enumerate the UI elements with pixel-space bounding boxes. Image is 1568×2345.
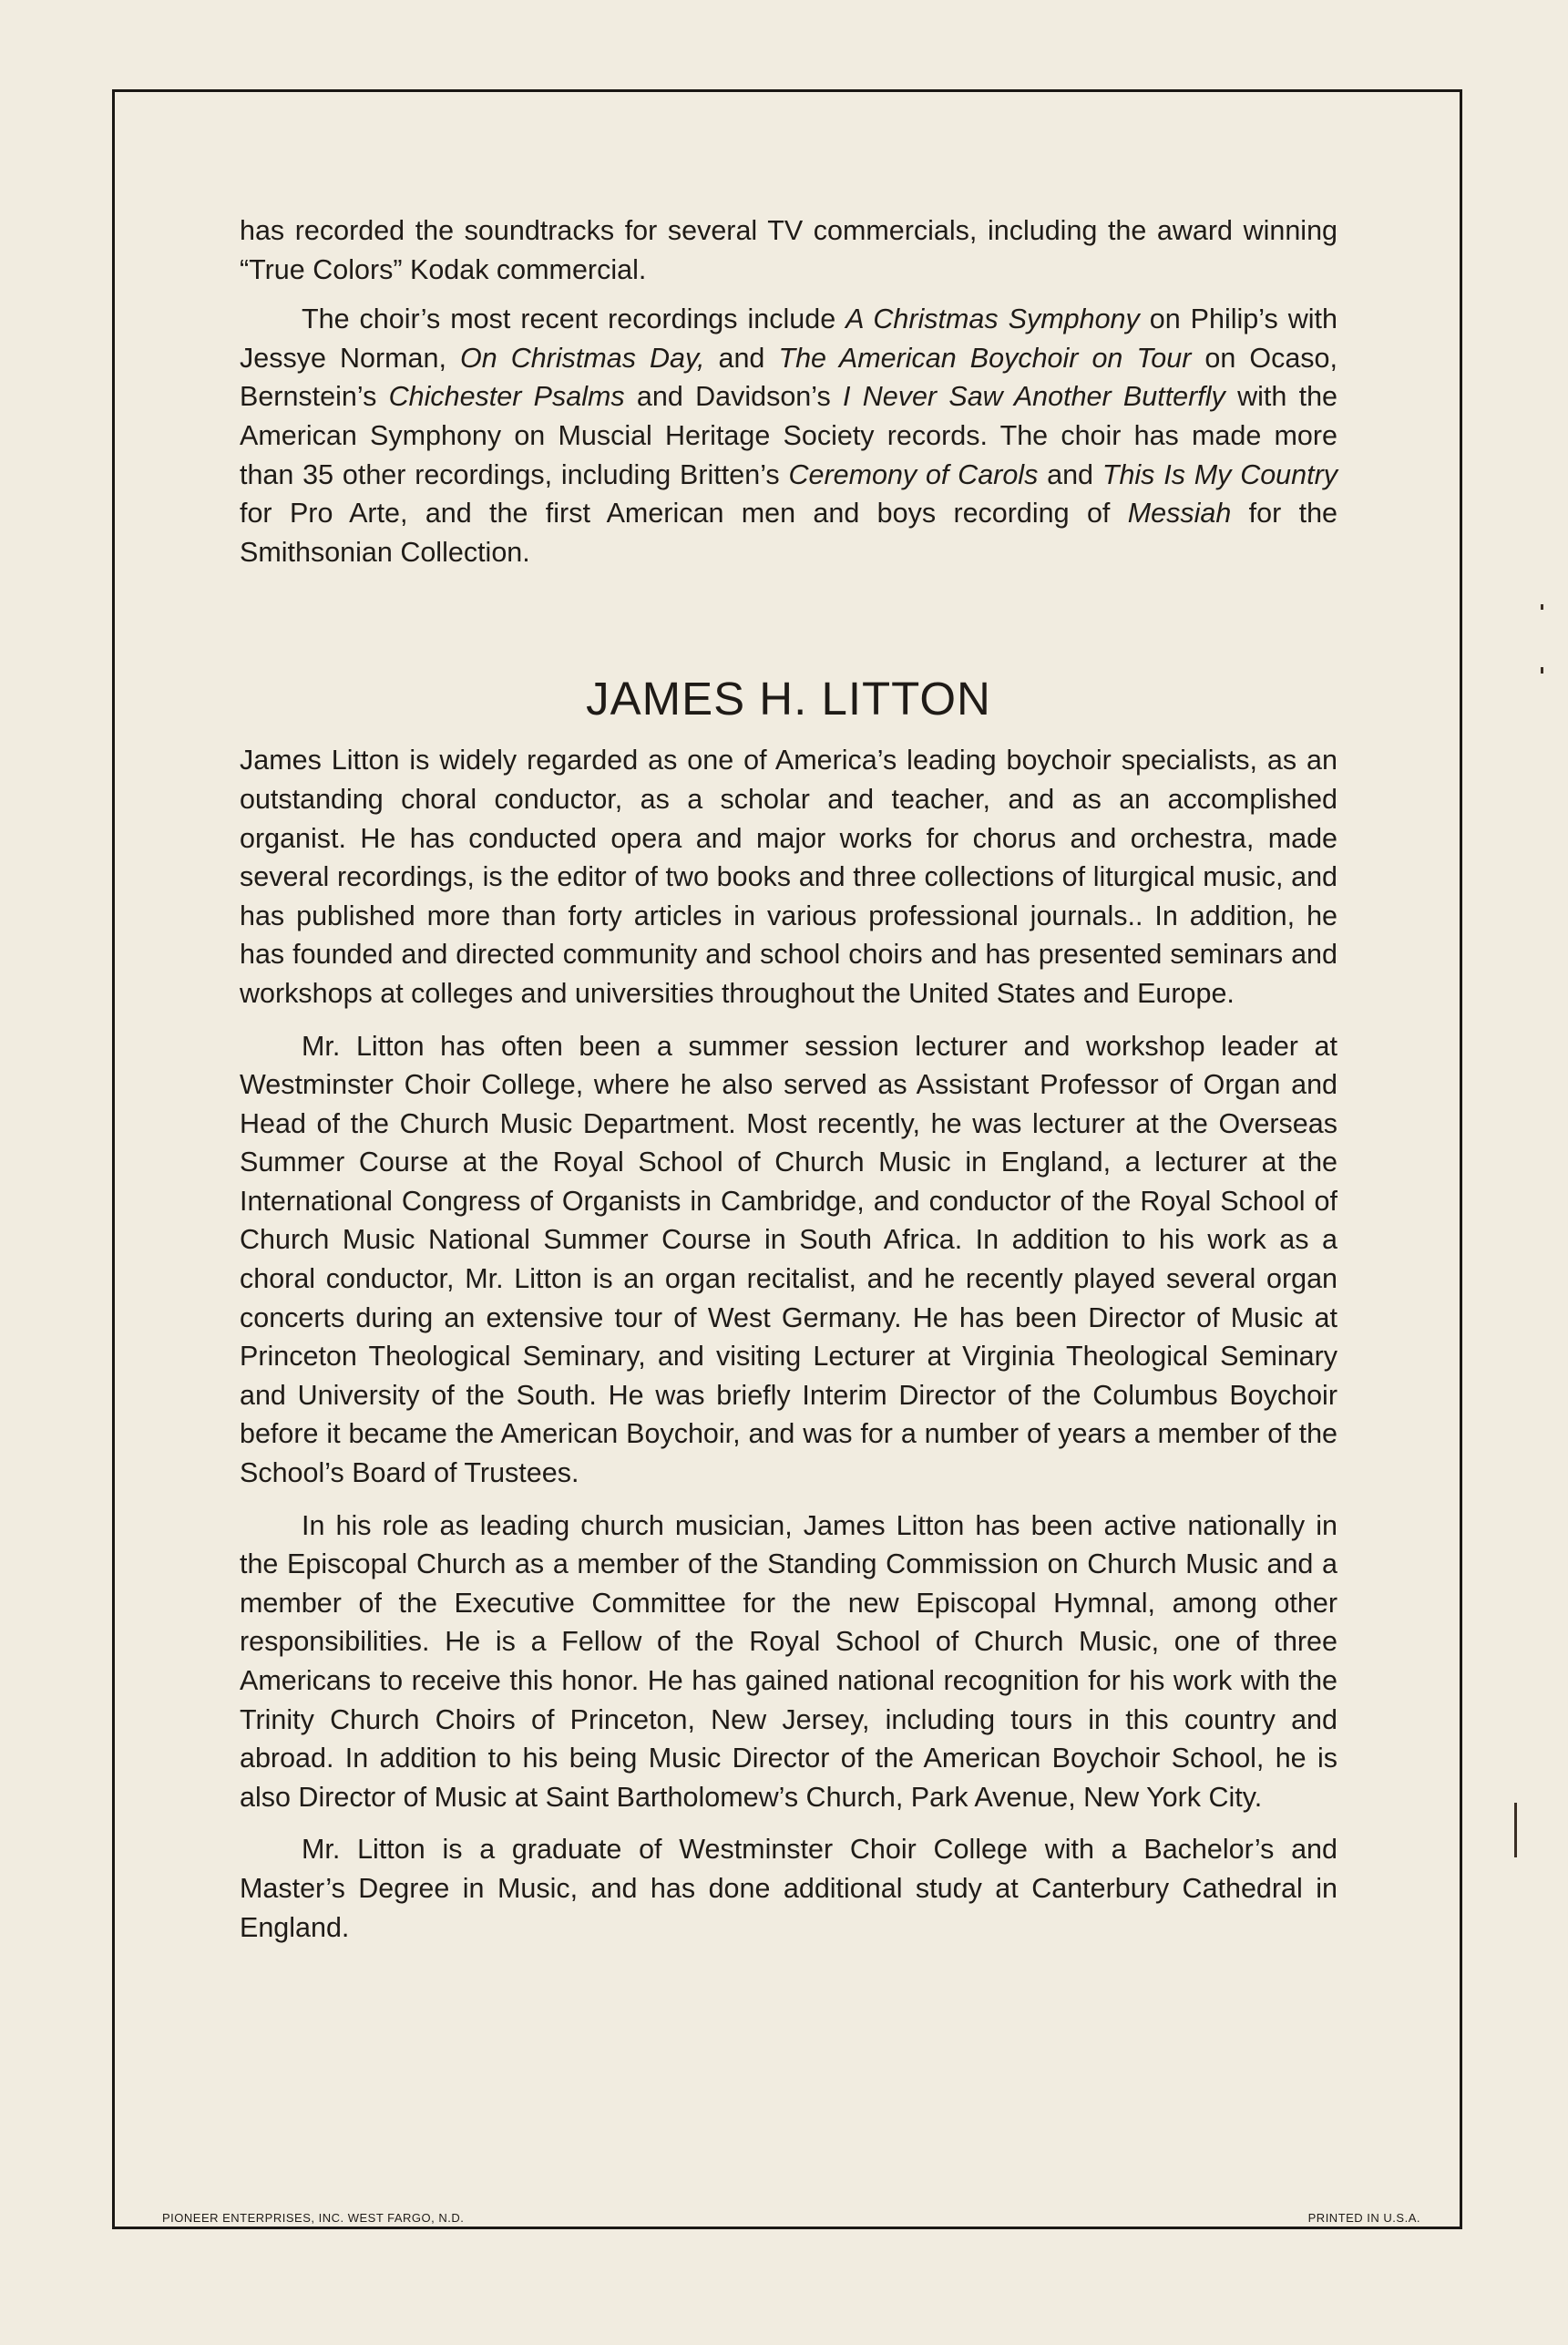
footer-printer: PIONEER ENTERPRISES, INC. WEST FARGO, N.D. — [162, 2211, 465, 2225]
title-messiah: Messiah — [1127, 498, 1232, 530]
margin-mark — [1514, 1803, 1517, 1857]
title-chichester-psalms: Chichester Psalms — [388, 381, 625, 413]
text-run: on Philip’s with Jessye Norman, — [240, 303, 1337, 374]
text-run: on Ocaso, Bernstein’s — [240, 342, 1337, 413]
text-run: and — [704, 342, 779, 374]
paragraph-recordings — [240, 300, 1337, 571]
page-body — [240, 211, 1337, 1947]
title-on-christmas-day: On Christmas Day, — [459, 342, 705, 374]
text-run: and Davidson’s — [624, 381, 843, 413]
paragraph-biography-intro: James Litton is widely regarded as one of America’s leading boychoir specialists, as an outstanding choral conductor, as a scholar and teacher, and as an accomplished organist. He has conducted opera and major works for chorus and orchestra, made several recordings, is the editor of two books and three collections of liturgical music, and has published more than forty articles in various professional journals.. In addition, he has founded and directed community and school choirs and has presented seminars and workshops at colleges and universities throughout the United States and Europe. — [240, 745, 1337, 1009]
paragraph-westminster: Mr. Litton has often been a summer session lecturer and workshop leader at Westminster Choir College, where he also served as Assistant Professor of Organ and Head of the Church Music Department. Most recently, he was lecturer at the Overseas Summer Course at the Royal School of Church Music in England, a lecturer at the International Congress of Organists in Cambridge, and conductor of the Royal School of Church Music National Summer Course in South Africa. In addition to his work as a choral conductor, Mr. Litton is an organ recitalist, and he recently played several organ concerts during an extensive tour of West Germany. He has been Director of Music at Princeton Theological Seminary, and visiting Lecturer at Virginia Theological Seminary and University of the South. He was briefly Interim Director of the Columbus Boychoir before it became the American Boychoir, and was for a number of years a member of the School’s Board of Trustees. — [240, 1030, 1337, 1489]
margin-mark — [1541, 667, 1543, 674]
text-run: The choir’s most recent recordings include — [302, 303, 846, 335]
text-run: and — [1038, 458, 1102, 490]
paragraph-church-musician: In his role as leading church musician, James Litton has been active nationally in the Episcopal Church as a member of the Standing Commission on Church Music and a member of the Executive Committee for the new Episcopal Hymnal, among other responsibilities. He is a Fellow of the Royal School of Church Music, one of three Americans to receive this honor. He has gained national recognition for his work with the Trinity Church Choirs of Princeton, New Jersey, including tours in this country and abroad. In addition to his being Music Director of the American Boychoir School, he is also Director of Music at Saint Bartholomew’s Church, Park Avenue, New York City. — [240, 1509, 1337, 1813]
paragraph-soundtracks: has recorded the soundtracks for several TV commercials, including the award winning “True Colors” Kodak commercial. — [240, 215, 1337, 285]
footer-printed-in: PRINTED IN U.S.A. — [1307, 2211, 1420, 2225]
title-american-boychoir-on-tour: The American Boychoir on Tour — [778, 342, 1192, 374]
title-ceremony-of-carols: Ceremony of Carols — [788, 458, 1039, 490]
text-run: for Pro Arte, and the first American men and boys recording of — [240, 498, 1128, 530]
title-christmas-symphony: A Christmas Symphony — [845, 303, 1140, 335]
title-never-saw-butterfly: I Never Saw Another Butterfly — [842, 381, 1225, 413]
paragraph-education: Mr. Litton is a graduate of Westminster Choir College with a Bachelor’s and Master’s Degree in Music, and has done additional study at Canterbury Cathedral in England. — [240, 1834, 1337, 1943]
margin-mark — [1541, 604, 1543, 610]
text-run: for the Smithsonian Collection. — [240, 498, 1337, 568]
section-heading: JAMES H. LITTON — [586, 673, 991, 725]
text-run: with the American Symphony on Muscial Heritage Society records. The choir has made more than 35 other recordings, including Britten’s — [240, 381, 1337, 490]
title-this-is-my-country: This Is My Country — [1102, 458, 1337, 490]
